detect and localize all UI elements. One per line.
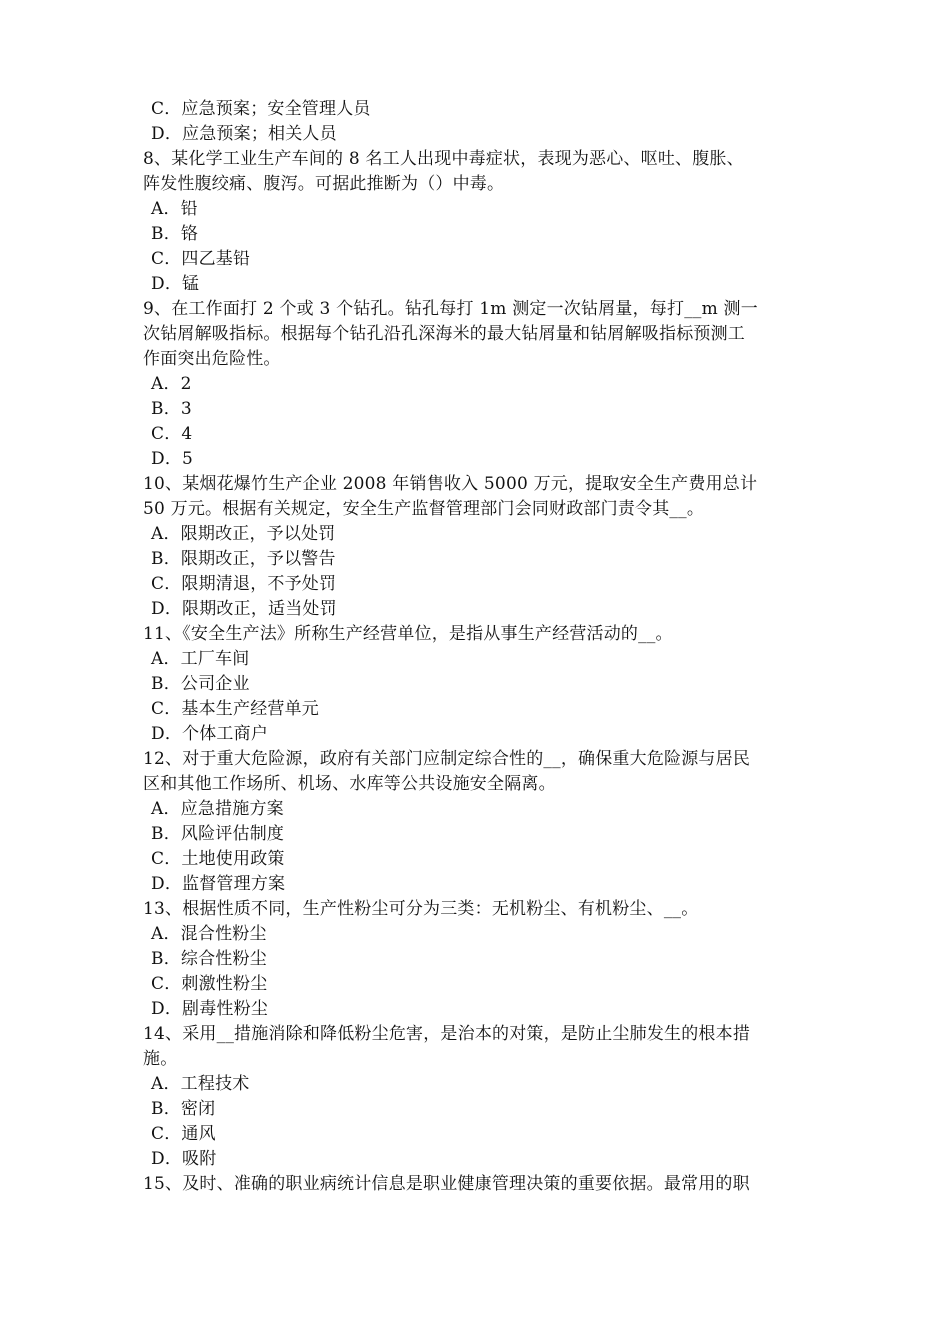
answer-option: C．基本生产经营单元 <box>151 699 320 719</box>
answer-option: B．限期改正，予以警告 <box>151 549 336 569</box>
answer-option: C．应急预案；安全管理人员 <box>151 99 371 119</box>
answer-option: C．土地使用政策 <box>151 849 285 869</box>
answer-option: C．四乙基铅 <box>151 249 251 269</box>
question-text-line: 13、根据性质不同，生产性粉尘可分为三类：无机粉尘、有机粉尘、__。 <box>143 899 699 919</box>
answer-option: D．个体工商户 <box>151 724 269 744</box>
question-text-line: 次钻屑解吸指标。根据每个钻孔沿孔深海米的最大钻屑量和钻屑解吸指标预测工 <box>143 324 745 344</box>
answer-option: B．密闭 <box>151 1099 216 1119</box>
question-text-line: 11、《安全生产法》所称生产经营单位，是指从事生产经营活动的__。 <box>143 624 673 644</box>
answer-option: D．锰 <box>151 274 200 294</box>
question-text-line: 作面突出危险性。 <box>143 349 281 369</box>
answer-option: A．铅 <box>151 199 198 219</box>
answer-option: A．应急措施方案 <box>151 799 284 819</box>
question-text-line: 14、采用__措施消除和降低粉尘危害，是治本的对策，是防止尘肺发生的根本措 <box>143 1024 751 1044</box>
answer-option: D．应急预案；相关人员 <box>151 124 337 144</box>
answer-option: D．5 <box>151 449 194 469</box>
document-page <box>143 97 808 1197</box>
question-text-line: 50 万元。根据有关规定，安全生产监督管理部门会同财政部门责令其__。 <box>143 499 705 519</box>
answer-option: D．剧毒性粉尘 <box>151 999 269 1019</box>
exam-question-list <box>143 97 808 1197</box>
answer-option: C．刺激性粉尘 <box>151 974 268 994</box>
answer-option: B．铬 <box>151 224 199 244</box>
answer-option: C．限期清退，不予处罚 <box>151 574 337 594</box>
question-text-line: 12、对于重大危险源，政府有关部门应制定综合性的__，确保重大危险源与居民 <box>143 749 751 769</box>
answer-option: B．综合性粉尘 <box>151 949 267 969</box>
answer-option: A．2 <box>151 374 192 394</box>
answer-option: A．工厂车间 <box>151 649 250 669</box>
question-text-line: 区和其他工作场所、机场、水库等公共设施安全隔离。 <box>143 774 556 794</box>
answer-option: D．监督管理方案 <box>151 874 286 894</box>
question-text-line: 阵发性腹绞痛、腹泻。可据此推断为（）中毒。 <box>143 174 505 194</box>
answer-option: B．3 <box>151 399 192 419</box>
question-text-line: 15、及时、准确的职业病统计信息是职业健康管理决策的重要依据。最常用的职 <box>143 1174 750 1194</box>
answer-option: D．限期改正，适当处罚 <box>151 599 337 619</box>
answer-option: C．通风 <box>151 1124 216 1144</box>
answer-option: A．工程技术 <box>151 1074 250 1094</box>
question-text-line: 9、在工作面打 2 个或 3 个钻孔。钻孔每打 1m 测定一次钻屑量，每打__m 测一 <box>143 299 758 319</box>
answer-option: D．吸附 <box>151 1149 217 1169</box>
question-text-line: 施。 <box>143 1049 178 1069</box>
answer-option: B．风险评估制度 <box>151 824 285 844</box>
answer-option: A．混合性粉尘 <box>151 924 267 944</box>
question-text-line: 8、某化学工业生产车间的 8 名工人出现中毒症状，表现为恶心、呕吐、腹胀、 <box>143 149 744 169</box>
answer-option: A．限期改正，予以处罚 <box>151 524 336 544</box>
answer-option: B．公司企业 <box>151 674 250 694</box>
answer-option: C．4 <box>151 424 193 444</box>
question-text-line: 10、某烟花爆竹生产企业 2008 年销售收入 5000 万元，提取安全生产费用总计 <box>143 474 758 494</box>
